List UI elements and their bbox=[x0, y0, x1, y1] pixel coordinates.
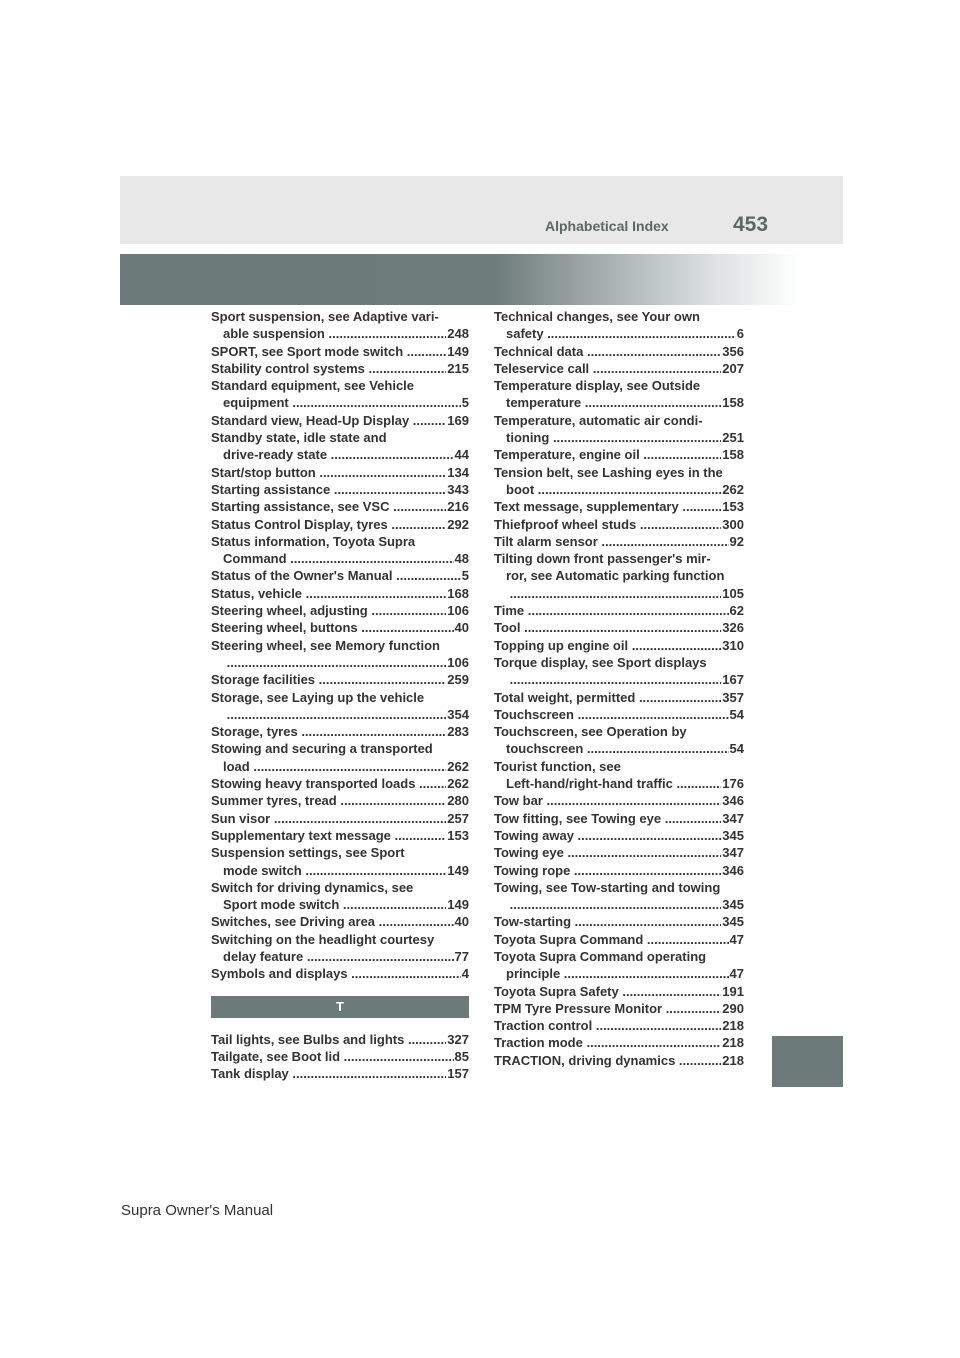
index-entry-page: 149 bbox=[447, 897, 469, 913]
index-entry-text: Text message, supplementary ..... bbox=[494, 498, 744, 515]
index-entry-text: equipment ..... bbox=[211, 394, 469, 411]
index-entry-page: 251 bbox=[722, 430, 744, 446]
index-entry bbox=[211, 377, 469, 412]
index-entry-page: 92 bbox=[729, 533, 744, 549]
index-entry bbox=[494, 1052, 744, 1069]
index-entry-text: Summer tyres, tread ..... bbox=[211, 792, 469, 809]
index-entry-text: Standby state, idle state and bbox=[211, 430, 387, 446]
index-entry-text: Start/stop button ..... bbox=[211, 464, 469, 481]
index-entry bbox=[494, 913, 744, 930]
index-entry bbox=[494, 827, 744, 844]
index-entry-page: 259 bbox=[447, 672, 469, 688]
index-entry-text: ror, see Automatic parking function bbox=[506, 568, 725, 584]
index-list-t-right bbox=[494, 308, 744, 1069]
index-entry bbox=[211, 844, 469, 879]
index-entry-text: Traction mode ..... bbox=[494, 1034, 744, 1051]
index-entry-text: Temperature, automatic air condi- bbox=[494, 412, 703, 428]
index-entry-page: 106 bbox=[447, 654, 469, 670]
index-entry-text: Time ..... bbox=[494, 602, 744, 619]
index-entry bbox=[211, 931, 469, 966]
index-list-t-left bbox=[211, 1031, 469, 1083]
index-entry bbox=[211, 585, 469, 602]
index-entry-page: 77 bbox=[454, 948, 469, 964]
index-entry bbox=[211, 602, 469, 619]
index-entry bbox=[494, 619, 744, 636]
index-entry bbox=[494, 1017, 744, 1034]
index-entry-text: Standard equipment, see Vehicle bbox=[211, 378, 415, 394]
index-entry-text: Switch for driving dynamics, see bbox=[211, 879, 414, 895]
index-entry-page: 191 bbox=[722, 983, 744, 999]
index-entry-page: 5 bbox=[461, 568, 469, 584]
decorative-banner bbox=[120, 254, 800, 305]
index-column-right bbox=[494, 308, 744, 1069]
index-entry-text: Towing away ..... bbox=[494, 827, 744, 844]
index-entry bbox=[494, 637, 744, 654]
index-entry-page: 345 bbox=[722, 897, 744, 913]
index-entry bbox=[211, 1048, 469, 1065]
index-entry-page: 5 bbox=[461, 395, 469, 411]
index-entry-text: Tow-starting ..... bbox=[494, 913, 744, 930]
index-entry bbox=[494, 516, 744, 533]
index-entry bbox=[494, 810, 744, 827]
index-entry bbox=[494, 706, 744, 723]
index-entry-page: 248 bbox=[447, 326, 469, 342]
index-entry bbox=[494, 844, 744, 861]
index-entry-text: Suspension settings, see Sport bbox=[211, 845, 405, 861]
index-list-s bbox=[211, 308, 469, 983]
index-entry-page: 218 bbox=[722, 1052, 744, 1068]
index-entry bbox=[211, 792, 469, 809]
index-entry-text: Steering wheel, buttons ..... bbox=[211, 619, 469, 636]
index-entry bbox=[211, 308, 469, 343]
index-entry bbox=[211, 619, 469, 636]
index-entry-page: 262 bbox=[722, 481, 744, 497]
index-entry-page: 300 bbox=[722, 516, 744, 532]
index-entry bbox=[211, 879, 469, 914]
index-entry-page: 326 bbox=[722, 620, 744, 636]
index-entry bbox=[211, 1065, 469, 1082]
index-entry-text: SPORT, see Sport mode switch ..... bbox=[211, 343, 469, 360]
index-entry bbox=[211, 810, 469, 827]
index-entry-text: Storage, see Laying up the vehicle bbox=[211, 689, 425, 705]
index-entry-text: Temperature, engine oil ..... bbox=[494, 446, 744, 463]
letter-heading-t: T bbox=[211, 996, 469, 1018]
index-entry bbox=[494, 723, 744, 758]
index-entry-page: 153 bbox=[722, 499, 744, 515]
index-entry-text: safety ..... bbox=[494, 325, 744, 342]
index-entry-text: drive-ready state ..... bbox=[211, 446, 469, 463]
index-entry-page: 54 bbox=[729, 741, 744, 757]
index-entry-text: Starting assistance ..... bbox=[211, 481, 469, 498]
index-entry bbox=[211, 498, 469, 515]
index-entry-page: 346 bbox=[722, 793, 744, 809]
index-entry bbox=[494, 360, 744, 377]
index-entry bbox=[494, 689, 744, 706]
index-entry-page: 4 bbox=[461, 966, 469, 982]
index-entry-text: Towing eye ..... bbox=[494, 844, 744, 861]
index-entry-text: boot ..... bbox=[494, 481, 744, 498]
index-entry-text: Tension belt, see Lashing eyes in the bbox=[494, 464, 723, 480]
index-entry-text bbox=[494, 585, 744, 602]
index-entry-page: 47 bbox=[729, 931, 744, 947]
thumb-index-tab bbox=[772, 1036, 843, 1087]
index-entry-text: Status, vehicle ..... bbox=[211, 585, 469, 602]
index-entry bbox=[211, 637, 469, 672]
index-entry bbox=[494, 308, 744, 343]
index-entry-page: 347 bbox=[722, 810, 744, 826]
index-entry-text: principle ..... bbox=[494, 965, 744, 982]
index-entry bbox=[494, 1034, 744, 1051]
index-entry-text: TPM Tyre Pressure Monitor ..... bbox=[494, 1000, 744, 1017]
index-entry-text: Toyota Supra Command operating bbox=[494, 948, 707, 964]
index-entry-text: Storage facilities ..... bbox=[211, 671, 469, 688]
index-entry bbox=[494, 1000, 744, 1017]
index-entry-page: 327 bbox=[447, 1031, 469, 1047]
index-entry-text: Storage, tyres ..... bbox=[211, 723, 469, 740]
index-entry-page: 354 bbox=[447, 706, 469, 722]
index-entry-text: Symbols and displays ..... bbox=[211, 965, 469, 982]
index-entry-page: 167 bbox=[722, 672, 744, 688]
index-entry bbox=[494, 792, 744, 809]
index-entry-text: Technical changes, see Your own bbox=[494, 309, 700, 324]
index-entry bbox=[211, 1031, 469, 1048]
index-entry-text: Command ..... bbox=[211, 550, 469, 567]
index-entry-page: 168 bbox=[447, 585, 469, 601]
index-entry-text: Sun visor ..... bbox=[211, 810, 469, 827]
index-entry bbox=[494, 654, 744, 689]
index-entry-text: Steering wheel, see Memory function bbox=[211, 637, 440, 653]
index-entry-page: 153 bbox=[447, 827, 469, 843]
index-entry-text: Tailgate, see Boot lid ..... bbox=[211, 1048, 469, 1065]
index-entry-page: 47 bbox=[729, 966, 744, 982]
index-entry bbox=[494, 533, 744, 550]
index-entry-page: 158 bbox=[722, 447, 744, 463]
index-entry-text: Traction control ..... bbox=[494, 1017, 744, 1034]
index-entry-text: Left-hand/right-hand traffic ..... bbox=[494, 775, 744, 792]
index-entry-text: load ..... bbox=[211, 758, 469, 775]
index-entry bbox=[494, 862, 744, 879]
index-entry-page: 292 bbox=[447, 516, 469, 532]
index-entry-text: Tow bar ..... bbox=[494, 792, 744, 809]
index-entry-page: 157 bbox=[447, 1066, 469, 1082]
footer-manual-title: Supra Owner's Manual bbox=[121, 1202, 274, 1219]
index-entry bbox=[211, 689, 469, 724]
index-entry-text: Total weight, permitted ..... bbox=[494, 689, 744, 706]
index-entry-text: Touchscreen, see Operation by bbox=[494, 724, 687, 740]
index-entry bbox=[494, 948, 744, 983]
index-entry bbox=[211, 965, 469, 982]
index-entry-text: Touchscreen ..... bbox=[494, 706, 744, 723]
index-entry-page: 40 bbox=[454, 914, 469, 930]
index-entry-page: 218 bbox=[722, 1035, 744, 1051]
index-entry-text: Sport suspension, see Adaptive vari- bbox=[211, 309, 439, 324]
page-number: 453 bbox=[733, 213, 769, 236]
index-entry bbox=[211, 481, 469, 498]
index-entry bbox=[211, 723, 469, 740]
index-entry bbox=[494, 464, 744, 499]
index-entry-text: Stowing heavy transported loads ..... bbox=[211, 775, 469, 792]
index-entry bbox=[494, 377, 744, 412]
index-entry bbox=[494, 550, 744, 602]
index-entry-text: Topping up engine oil ..... bbox=[494, 637, 744, 654]
index-entry-text: Switches, see Driving area ..... bbox=[211, 913, 469, 930]
index-entry bbox=[211, 671, 469, 688]
index-entry bbox=[211, 343, 469, 360]
index-entry-page: 85 bbox=[454, 1048, 469, 1064]
index-entry-page: 48 bbox=[454, 551, 469, 567]
index-entry-text: Tilt alarm sensor ..... bbox=[494, 533, 744, 550]
index-entry-text: Tow fitting, see Towing eye ..... bbox=[494, 810, 744, 827]
index-entry-text: mode switch ..... bbox=[211, 862, 469, 879]
index-entry-page: 149 bbox=[447, 343, 469, 359]
index-column-left bbox=[211, 308, 469, 1082]
index-entry bbox=[211, 412, 469, 429]
index-entry-page: 40 bbox=[454, 620, 469, 636]
index-entry-text: Status information, Toyota Supra bbox=[211, 533, 416, 549]
index-entry-page: 262 bbox=[447, 758, 469, 774]
index-entry-text bbox=[494, 896, 744, 913]
index-entry bbox=[494, 412, 744, 447]
index-entry-page: 290 bbox=[722, 1000, 744, 1016]
index-entry-page: 169 bbox=[447, 412, 469, 428]
index-entry-page: 283 bbox=[447, 724, 469, 740]
index-entry-page: 345 bbox=[722, 914, 744, 930]
index-entry-text: Tank display ..... bbox=[211, 1065, 469, 1082]
index-entry-text: Torque display, see Sport displays bbox=[494, 654, 707, 670]
index-entry bbox=[494, 602, 744, 619]
index-entry bbox=[211, 429, 469, 464]
index-entry-text: Towing rope ..... bbox=[494, 862, 744, 879]
index-entry-page: 356 bbox=[722, 343, 744, 359]
index-entry-text: Status of the Owner's Manual ..... bbox=[211, 567, 469, 584]
index-entry-page: 280 bbox=[447, 793, 469, 809]
index-entry-page: 54 bbox=[729, 706, 744, 722]
index-entry bbox=[211, 567, 469, 584]
section-title: Alphabetical Index bbox=[545, 218, 669, 234]
index-entry bbox=[211, 827, 469, 844]
index-entry-page: 44 bbox=[454, 447, 469, 463]
index-entry-page: 216 bbox=[447, 499, 469, 515]
index-entry-page: 176 bbox=[722, 776, 744, 792]
index-entry-page: 105 bbox=[722, 585, 744, 601]
index-entry-page: 310 bbox=[722, 637, 744, 653]
index-entry-text: Towing, see Tow-starting and towing bbox=[494, 879, 721, 895]
index-entry bbox=[494, 446, 744, 463]
index-entry-text: Starting assistance, see VSC ..... bbox=[211, 498, 469, 515]
index-entry-page: 158 bbox=[722, 395, 744, 411]
index-entry-text: Stability control systems ..... bbox=[211, 360, 469, 377]
index-entry bbox=[211, 913, 469, 930]
index-entry-text: Supplementary text message ..... bbox=[211, 827, 469, 844]
index-entry bbox=[494, 343, 744, 360]
index-entry bbox=[211, 464, 469, 481]
index-entry-text bbox=[211, 706, 469, 723]
index-entry-page: 357 bbox=[722, 689, 744, 705]
index-entry bbox=[494, 498, 744, 515]
index-entry-text: Tail lights, see Bulbs and lights ..... bbox=[211, 1031, 469, 1048]
index-entry-text: delay feature ..... bbox=[211, 948, 469, 965]
index-entry-text: Tool ..... bbox=[494, 619, 744, 636]
index-entry bbox=[494, 983, 744, 1000]
index-entry-page: 207 bbox=[722, 360, 744, 376]
index-entry bbox=[211, 516, 469, 533]
index-entry-text: Tilting down front passenger's mir- bbox=[494, 551, 711, 567]
index-entry-text: touchscreen ..... bbox=[494, 740, 744, 757]
index-entry-text: temperature ..... bbox=[494, 394, 744, 411]
index-entry bbox=[211, 360, 469, 377]
index-entry bbox=[211, 775, 469, 792]
index-entry-page: 345 bbox=[722, 827, 744, 843]
index-entry-page: 262 bbox=[447, 776, 469, 792]
index-entry bbox=[211, 533, 469, 568]
index-entry-page: 215 bbox=[447, 360, 469, 376]
index-entry-page: 257 bbox=[447, 810, 469, 826]
index-entry-page: 62 bbox=[729, 603, 744, 619]
index-entry-text: Toyota Supra Safety ..... bbox=[494, 983, 744, 1000]
index-entry bbox=[494, 758, 744, 793]
index-entry bbox=[494, 879, 744, 914]
index-entry-text: Toyota Supra Command ..... bbox=[494, 931, 744, 948]
index-entry-text: Switching on the headlight courtesy bbox=[211, 931, 435, 947]
index-entry-page: 347 bbox=[722, 845, 744, 861]
index-entry-text bbox=[494, 671, 744, 688]
index-entry-text: Steering wheel, adjusting ..... bbox=[211, 602, 469, 619]
index-entry bbox=[494, 931, 744, 948]
index-entry-page: 218 bbox=[722, 1018, 744, 1034]
index-entry-text: Teleservice call ..... bbox=[494, 360, 744, 377]
index-entry-page: 6 bbox=[736, 326, 744, 342]
index-entry-text: Tourist function, see bbox=[494, 758, 621, 774]
index-entry-text: Technical data ..... bbox=[494, 343, 744, 360]
index-entry-text bbox=[211, 654, 469, 671]
index-entry-page: 134 bbox=[447, 464, 469, 480]
index-entry-page: 149 bbox=[447, 862, 469, 878]
index-entry-text: TRACTION, driving dynamics ..... bbox=[494, 1052, 744, 1069]
index-entry-text: Thiefproof wheel studs ..... bbox=[494, 516, 744, 533]
index-entry bbox=[211, 740, 469, 775]
index-entry-text: Stowing and securing a transported bbox=[211, 741, 433, 757]
index-entry-text: able suspension ..... bbox=[211, 325, 469, 342]
index-entry-text: Sport mode switch ..... bbox=[211, 896, 469, 913]
index-entry-text: tioning ..... bbox=[494, 429, 744, 446]
index-entry-page: 106 bbox=[447, 603, 469, 619]
index-entry-text: Status Control Display, tyres ..... bbox=[211, 516, 469, 533]
index-entry-text: Standard view, Head-Up Display ..... bbox=[211, 412, 469, 429]
index-entry-page: 346 bbox=[722, 862, 744, 878]
index-entry-text: Temperature display, see Outside bbox=[494, 378, 701, 394]
index-entry-page: 343 bbox=[447, 481, 469, 497]
